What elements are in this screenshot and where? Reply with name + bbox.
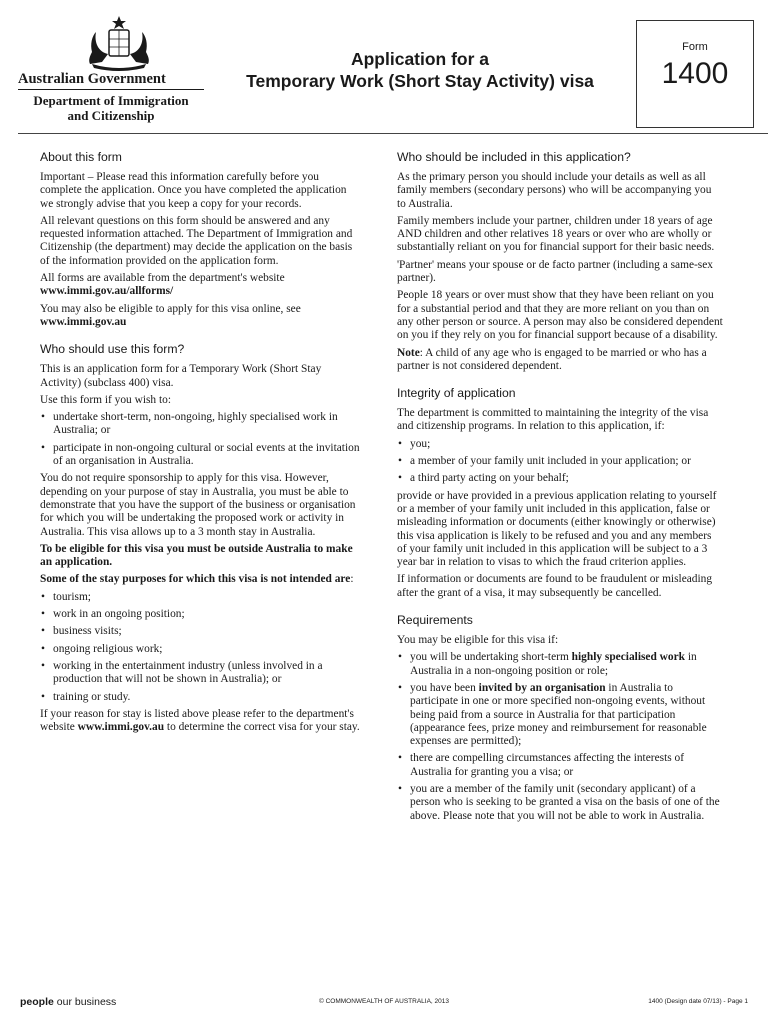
paragraph-note [397,347,723,374]
form-number: 1400 [661,57,729,90]
paragraph: 'Partner' means your spouse or de facto partner (including a same-sex partner). [397,258,713,285]
list-item [397,651,723,678]
paragraph: People 18 years or over must show that they have been reliant on you for a substantial period and that they are more reliant on you than on any other person or source. A person may also be considered dependent on you if they rely on you for financial support because of a disability. [397,289,723,342]
list-item: • you are a member of the family unit (secondary applicant) of a person who is seeking to be granted a visa on the basis of one of the above. Please note that you will not be able to work in Australia. [397,783,723,823]
coat-of-arms-icon [84,14,154,72]
footer-page-info: 1400 (Design date 07/13) - Page 1 [648,998,748,1005]
bullet-list [40,411,362,468]
list-item: • undertake short-term, non-ongoing, highly specialised work in Australia; or [40,411,362,438]
list-item: • training or study. [40,691,362,704]
department-name [18,93,204,123]
paragraph [40,708,362,735]
title-line-2: Temporary Work (Short Stay Activity) visa [246,71,594,91]
requirements-list [397,651,723,823]
bullet-list [397,438,723,486]
paragraph: If information or documents are found to be fraudulent or misleading after the grant of a visa, it may subsequently be cancelled. [397,573,713,599]
government-name: Australian Government [18,71,166,87]
immi-link[interactable]: www.immi.gov.au [40,315,127,328]
bold-text: To be eligible for this visa you must be outside Australia to make an application. [40,542,353,569]
brand-bold: people [20,996,54,1008]
paragraph: As the primary person you should include your details as well as all family members (secondary persons) who will be accompanying you to Australia. [397,171,712,210]
list-item: • tourism; [40,591,362,604]
paragraph: Family members include your partner, children under 18 years of age AND children and other relatives 18 years or over who are wholly or substantially reliant on you for financial support for their basic needs. [397,214,715,254]
text: : [350,573,354,586]
paragraph: You may be eligible for this visa if: [397,634,559,647]
allforms-link[interactable]: www.immi.gov.au/allforms/ [40,285,174,298]
section-heading-integrity: Integrity of application [397,386,516,401]
form-label: Form [682,41,708,53]
paragraph: The department is committed to maintaining the integrity of the visa and citizenship programs. In relation to this application, if: [397,407,709,433]
list-item: • a member of your family unit included in your application; or [397,455,723,468]
left-column [40,150,362,738]
list-item: • working in the entertainment industry (unless involved in a production that will not be shown in Australia); or [40,660,362,687]
text: in Australia in a non-ongoing position or role; [410,651,697,677]
text: If your reason for stay is listed above please refer to the department's website [40,707,354,734]
text: All forms are available from the department's website [40,272,285,285]
paragraph-bold [40,543,362,570]
right-column [397,150,723,827]
list-item: • ongoing religious work; [40,643,362,656]
text: you have been [410,681,476,694]
paragraph [40,272,362,299]
bold-text: Some of the stay purposes for which this visa is not intended are [40,573,351,586]
section-heading-who-use: Who should use this form? [40,342,185,357]
paragraph-bold [40,573,362,586]
list-item: • a third party acting on your behalf; [397,472,723,485]
list-item [397,682,723,748]
text: in Australia to participate in one or more specified non-ongoing events, without being paid from a source in Australia for that participation (appearance fees, prize money and reimbursement for reasonable expenses are permitted); [410,681,707,748]
brand-rest: our business [53,996,117,1008]
text: you will be undertaking short-term [410,651,569,664]
paragraph: All relevant questions on this form should be answered and any requested information attached. The Department of Immigration and Citizenship (the department) may decide the application on the basis of the information provided on the application form. [40,214,353,267]
page-title [210,48,630,92]
divider [18,89,204,90]
page-footer [0,994,768,1014]
form-number-box [636,20,754,128]
section-heading-who-included: Who should be included in this application? [397,150,631,164]
department-name-line-1: Department of Immigration [33,93,189,108]
paragraph: provide or have provided in a previous application relating to yourself or a member of your family unit included in this application, false or misleading information or documents (either knowingly or otherwise) this visa application is likely to be refused and you and any members of your family unit included in this application will be subject to a 3 year bar in relation to visas to which the fraud criterion applies. [397,489,717,569]
paragraph: Important – Please read this information carefully before you complete the application. Once you have completed the application we strongly advise that you keep a copy for your records. [40,171,347,210]
footer-copyright: © COMMONWEALTH OF AUSTRALIA, 2013 [319,998,449,1005]
department-name-line-2: and Citizenship [67,108,155,123]
immi-link[interactable]: www.immi.gov.au [77,721,165,734]
purposes-list [40,591,362,704]
paragraph [40,303,362,330]
title-line-1: Application for a [350,49,490,69]
paragraph: You do not require sponsorship to apply for this visa. However, depending on your purpose of stay in Australia, you must be able to demonstrate that you have the support of the business or organisation for which you will be undertaking the proposed work or activity in Australia. This visa allows up to a 3 month stay in Australia. [40,472,356,538]
bold-text: highly specialised work [571,651,685,664]
list-item: • participate in non-ongoing cultural or social events at the invitation of an organisation in Australia. [40,442,362,469]
section-heading-about: About this form [40,150,122,164]
paragraph: This is an application form for a Temporary Work (Short Stay Activity) (subclass 400) visa. [40,363,322,389]
paragraph: Use this form if you wish to: [40,393,171,406]
list-item: • there are compelling circumstances affecting the interests of Australia for granting you a visa; or [397,752,723,779]
text: : A child of any age who is engaged to be married or who has a partner is not considered dependent. [397,346,707,372]
bold-text: invited by an organisation [478,681,606,694]
header-divider [18,133,768,134]
section-heading-requirements: Requirements [397,613,473,628]
list-item: • you; [397,438,723,451]
list-item: • business visits; [40,625,362,638]
note-label: Note [397,346,420,359]
page-header [0,0,768,135]
list-item: • work in an ongoing position; [40,608,362,621]
text: to determine the correct visa for your stay. [166,721,360,734]
text: You may also be eligible to apply for this visa online, see [40,302,301,315]
